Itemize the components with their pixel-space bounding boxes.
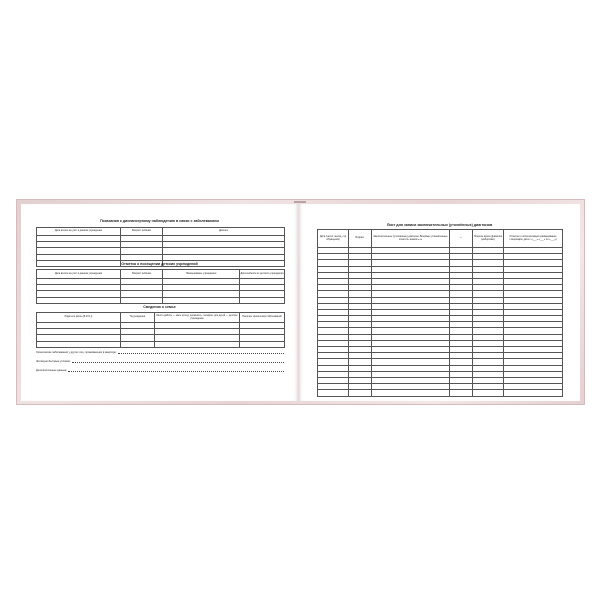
column-header: Возраст ребёнка	[121, 228, 163, 236]
table-cell[interactable]	[155, 341, 240, 347]
family-info-title: Сведения о семье	[143, 305, 176, 309]
column-header: Заключительные (уточнённые) диагнозы. Впервые установленные отметить знаком «+»	[372, 230, 450, 248]
observation-table	[36, 227, 285, 267]
table-cell[interactable]	[37, 297, 121, 303]
table-cell[interactable]	[121, 341, 155, 347]
table-cell[interactable]	[473, 390, 504, 396]
final-diagnoses-table	[317, 229, 563, 397]
line-label: Хронические заболевания у других лиц, проживающих в квартире:	[36, 351, 117, 354]
table-cell[interactable]	[163, 297, 240, 303]
line-label: Дополнительные данные:	[36, 369, 68, 372]
column-header: Год рождения	[121, 313, 155, 323]
line-label: Жилищно-бытовые условия:	[36, 360, 71, 363]
column-header: Возраст ребёнка	[121, 270, 163, 279]
childcare-attendance-title: Отметка о посещении детских учреждений	[121, 262, 198, 266]
table-cell[interactable]	[504, 390, 563, 396]
column-header: Место работы — мать (отец), должность, телефон; для детей — детское учреждение	[155, 313, 240, 323]
table-row	[37, 341, 285, 347]
column-header: Родители (мать (Ф.И.О.))	[37, 313, 121, 323]
diagnosis-observation-title: Показания к диспансерному наблюдению в связи с заболеванием	[100, 219, 219, 223]
table-cell[interactable]	[240, 341, 285, 347]
column-header: Возраст	[349, 230, 372, 248]
table-cell[interactable]	[37, 341, 121, 347]
column-header: Диагноз	[163, 228, 285, 236]
column-header: Дата взятия на учёт в данном учреждении	[37, 228, 121, 236]
family-table	[36, 312, 285, 348]
chronic-diseases-line	[36, 350, 284, 354]
column-header: +	[450, 230, 473, 248]
table-row	[318, 390, 563, 396]
table-cell[interactable]	[240, 297, 285, 303]
column-header: Отметка о госпитализации (наименование стационара, дата с «___» «___» по «___»)	[504, 230, 563, 248]
column-header: Наименование учреждения	[163, 270, 240, 279]
column-header: Дата выбытия из детского учреждения	[240, 270, 285, 279]
column-header: Наличие хронических заболеваний	[240, 313, 285, 323]
left-page	[21, 204, 298, 401]
final-diagnoses-title: Лист для записи заключительных (уточнённых) диагнозов	[386, 223, 493, 227]
table-cell[interactable]	[318, 390, 349, 396]
additional-data-line	[36, 368, 284, 372]
table-cell[interactable]	[372, 390, 450, 396]
table-cell[interactable]	[121, 297, 163, 303]
table-cell[interactable]	[450, 390, 473, 396]
table-row	[37, 297, 285, 303]
spine-marker	[294, 201, 306, 203]
attendance-table	[36, 269, 285, 304]
column-header: Дата (число, месяц, год обращения)	[318, 230, 349, 248]
right-page	[299, 204, 580, 401]
table-cell[interactable]	[349, 390, 372, 396]
column-header: Подпись врача (фамилия разборчиво)	[473, 230, 504, 248]
living-conditions-line	[36, 359, 284, 363]
column-header: Дата взятия на учёт в данном учреждении	[37, 270, 121, 279]
